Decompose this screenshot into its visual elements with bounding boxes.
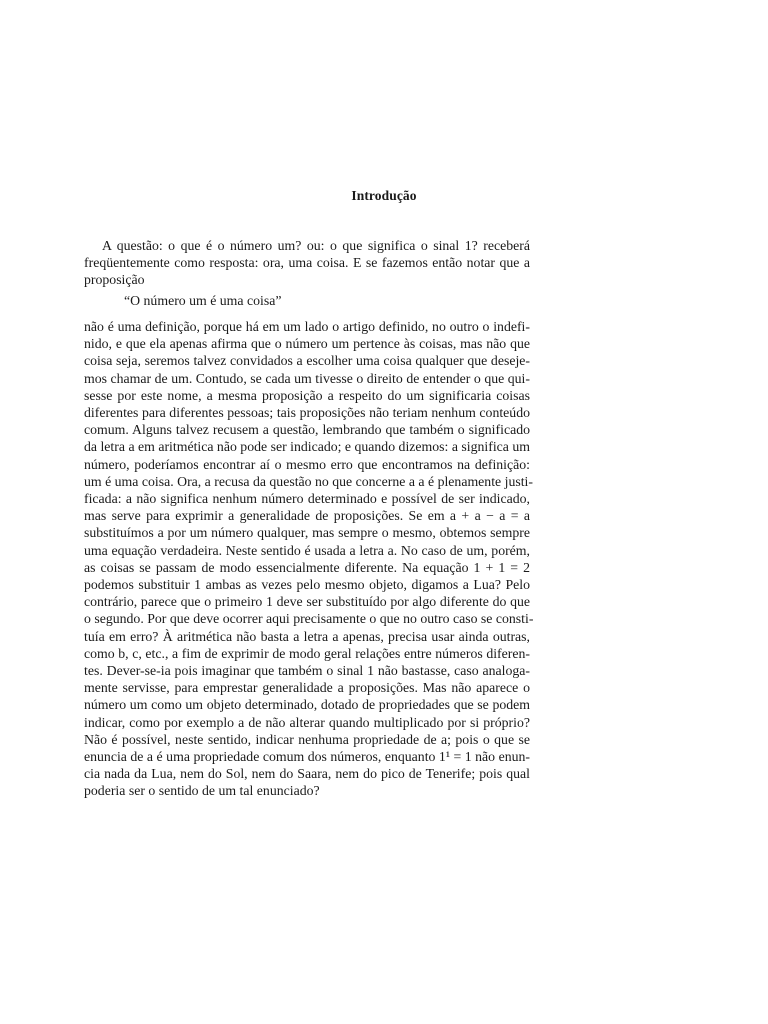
paragraph-2: [84, 318, 534, 800]
paragraph-2-line: Não é possível, neste sentido, indicar nenhuma propriedade de a; pois o que se: [84, 731, 530, 747]
paragraph-2-line: como b, c, etc., a fim de exprimir de modo geral relações entre números diferen-: [84, 645, 530, 661]
paragraph-2-line: um é uma coisa. Ora, a recusa da questão no que concerne a a é plenamente justi-: [84, 473, 533, 489]
paragraph-2-line: mente servisse, para emprestar generalidade a proposições. Mas não aparece o: [84, 680, 530, 696]
paragraph-2-line: sesse por este nome, a mesma proposição a respeito do um significaria coisas: [84, 387, 530, 403]
paragraph-2-line: mos chamar de um. Contudo, se cada um tivesse o direito de entender o que qui-: [84, 370, 530, 386]
paragraph-1-line: proposição: [84, 272, 145, 288]
quoted-proposition: “O número um é uma coisa”: [124, 293, 282, 308]
paragraph-2-line: número, poderíamos encontrar aí o mesmo erro que encontramos na definição:: [84, 456, 530, 472]
paragraph-2-line: contrário, parece que o primeiro 1 deve ser substituído por algo diferente do que: [84, 594, 530, 610]
paragraph-2-line: número um como um objeto determinado, dotado de propriedades que se podem: [84, 697, 530, 713]
paragraph-2-line: substituímos a por um número qualquer, mas sempre o mesmo, obtemos sempre: [84, 525, 530, 541]
paragraph-2-line: poderia ser o sentido de um tal enunciado?: [84, 783, 320, 799]
paragraph-2-line: da letra a em aritmética não pode ser indicado; e quando dizemos: a significa um: [84, 439, 530, 455]
paragraph-2-line: enuncia de a é uma propriedade comum dos números, enquanto 1¹ = 1 não enun-: [84, 749, 530, 765]
paragraph-1: [84, 237, 530, 289]
paragraph-2-line: o segundo. Por que deve ocorrer aqui precisamente o que no outro caso se consti-: [84, 611, 534, 627]
paragraph-2-line: indicar, como por exemplo a de não alterar quando multiplicado por si próprio?: [84, 714, 530, 730]
paragraph-2-line: diferentes para diferentes pessoas; tais proposições não teriam nenhum conteúdo: [84, 405, 530, 421]
paragraph-2-line: não é uma definição, porque há em um lado o artigo definido, no outro o indefi-: [84, 319, 530, 334]
paragraph-2-line: podemos substituir 1 ambas as vezes pelo mesmo objeto, digamos a Lua? Pelo: [84, 577, 530, 593]
paragraph-1-line: A questão: o que é o número um? ou: o que significa o sinal 1? receberá: [102, 238, 530, 253]
paragraph-2-line: tes. Dever-se-ia pois imaginar que também o sinal 1 não bastasse, caso analoga-: [84, 663, 530, 679]
paragraph-2-line: uma equação verdadeira. Neste sentido é usada a letra a. No caso de um, porém,: [84, 542, 530, 558]
page-title: Introdução: [351, 188, 417, 203]
paragraph-2-line: cia nada da Lua, nem do Sol, nem do Saara, nem do pico de Tenerife; pois qual: [84, 766, 530, 782]
paragraph-2-line: ficada: a não significa nenhum número determinado e possível de ser indicado,: [84, 491, 530, 507]
paragraph-2-line: as coisas se passam de modo essencialmente diferente. Na equação 1 + 1 = 2: [84, 559, 530, 575]
paragraph-1-line: freqüentemente como resposta: ora, uma coisa. E se fazemos então notar que a: [84, 255, 530, 271]
paragraph-2-line: comum. Alguns talvez recusem a questão, lembrando que também o significado: [84, 422, 530, 438]
paragraph-2-line: tuía em erro? À aritmética não basta a letra a apenas, precisa usar ainda outras,: [84, 628, 530, 644]
paragraph-2-line: coisa seja, seremos talvez convidados a escolher uma coisa qualquer que deseje-: [84, 353, 530, 369]
paragraph-2-line: mas serve para exprimir a generalidade de proposições. Se em a + a − a = a: [84, 508, 530, 524]
paragraph-2-line: nido, e que ela apenas afirma que o número um pertence às coisas, mas não que: [84, 336, 530, 352]
